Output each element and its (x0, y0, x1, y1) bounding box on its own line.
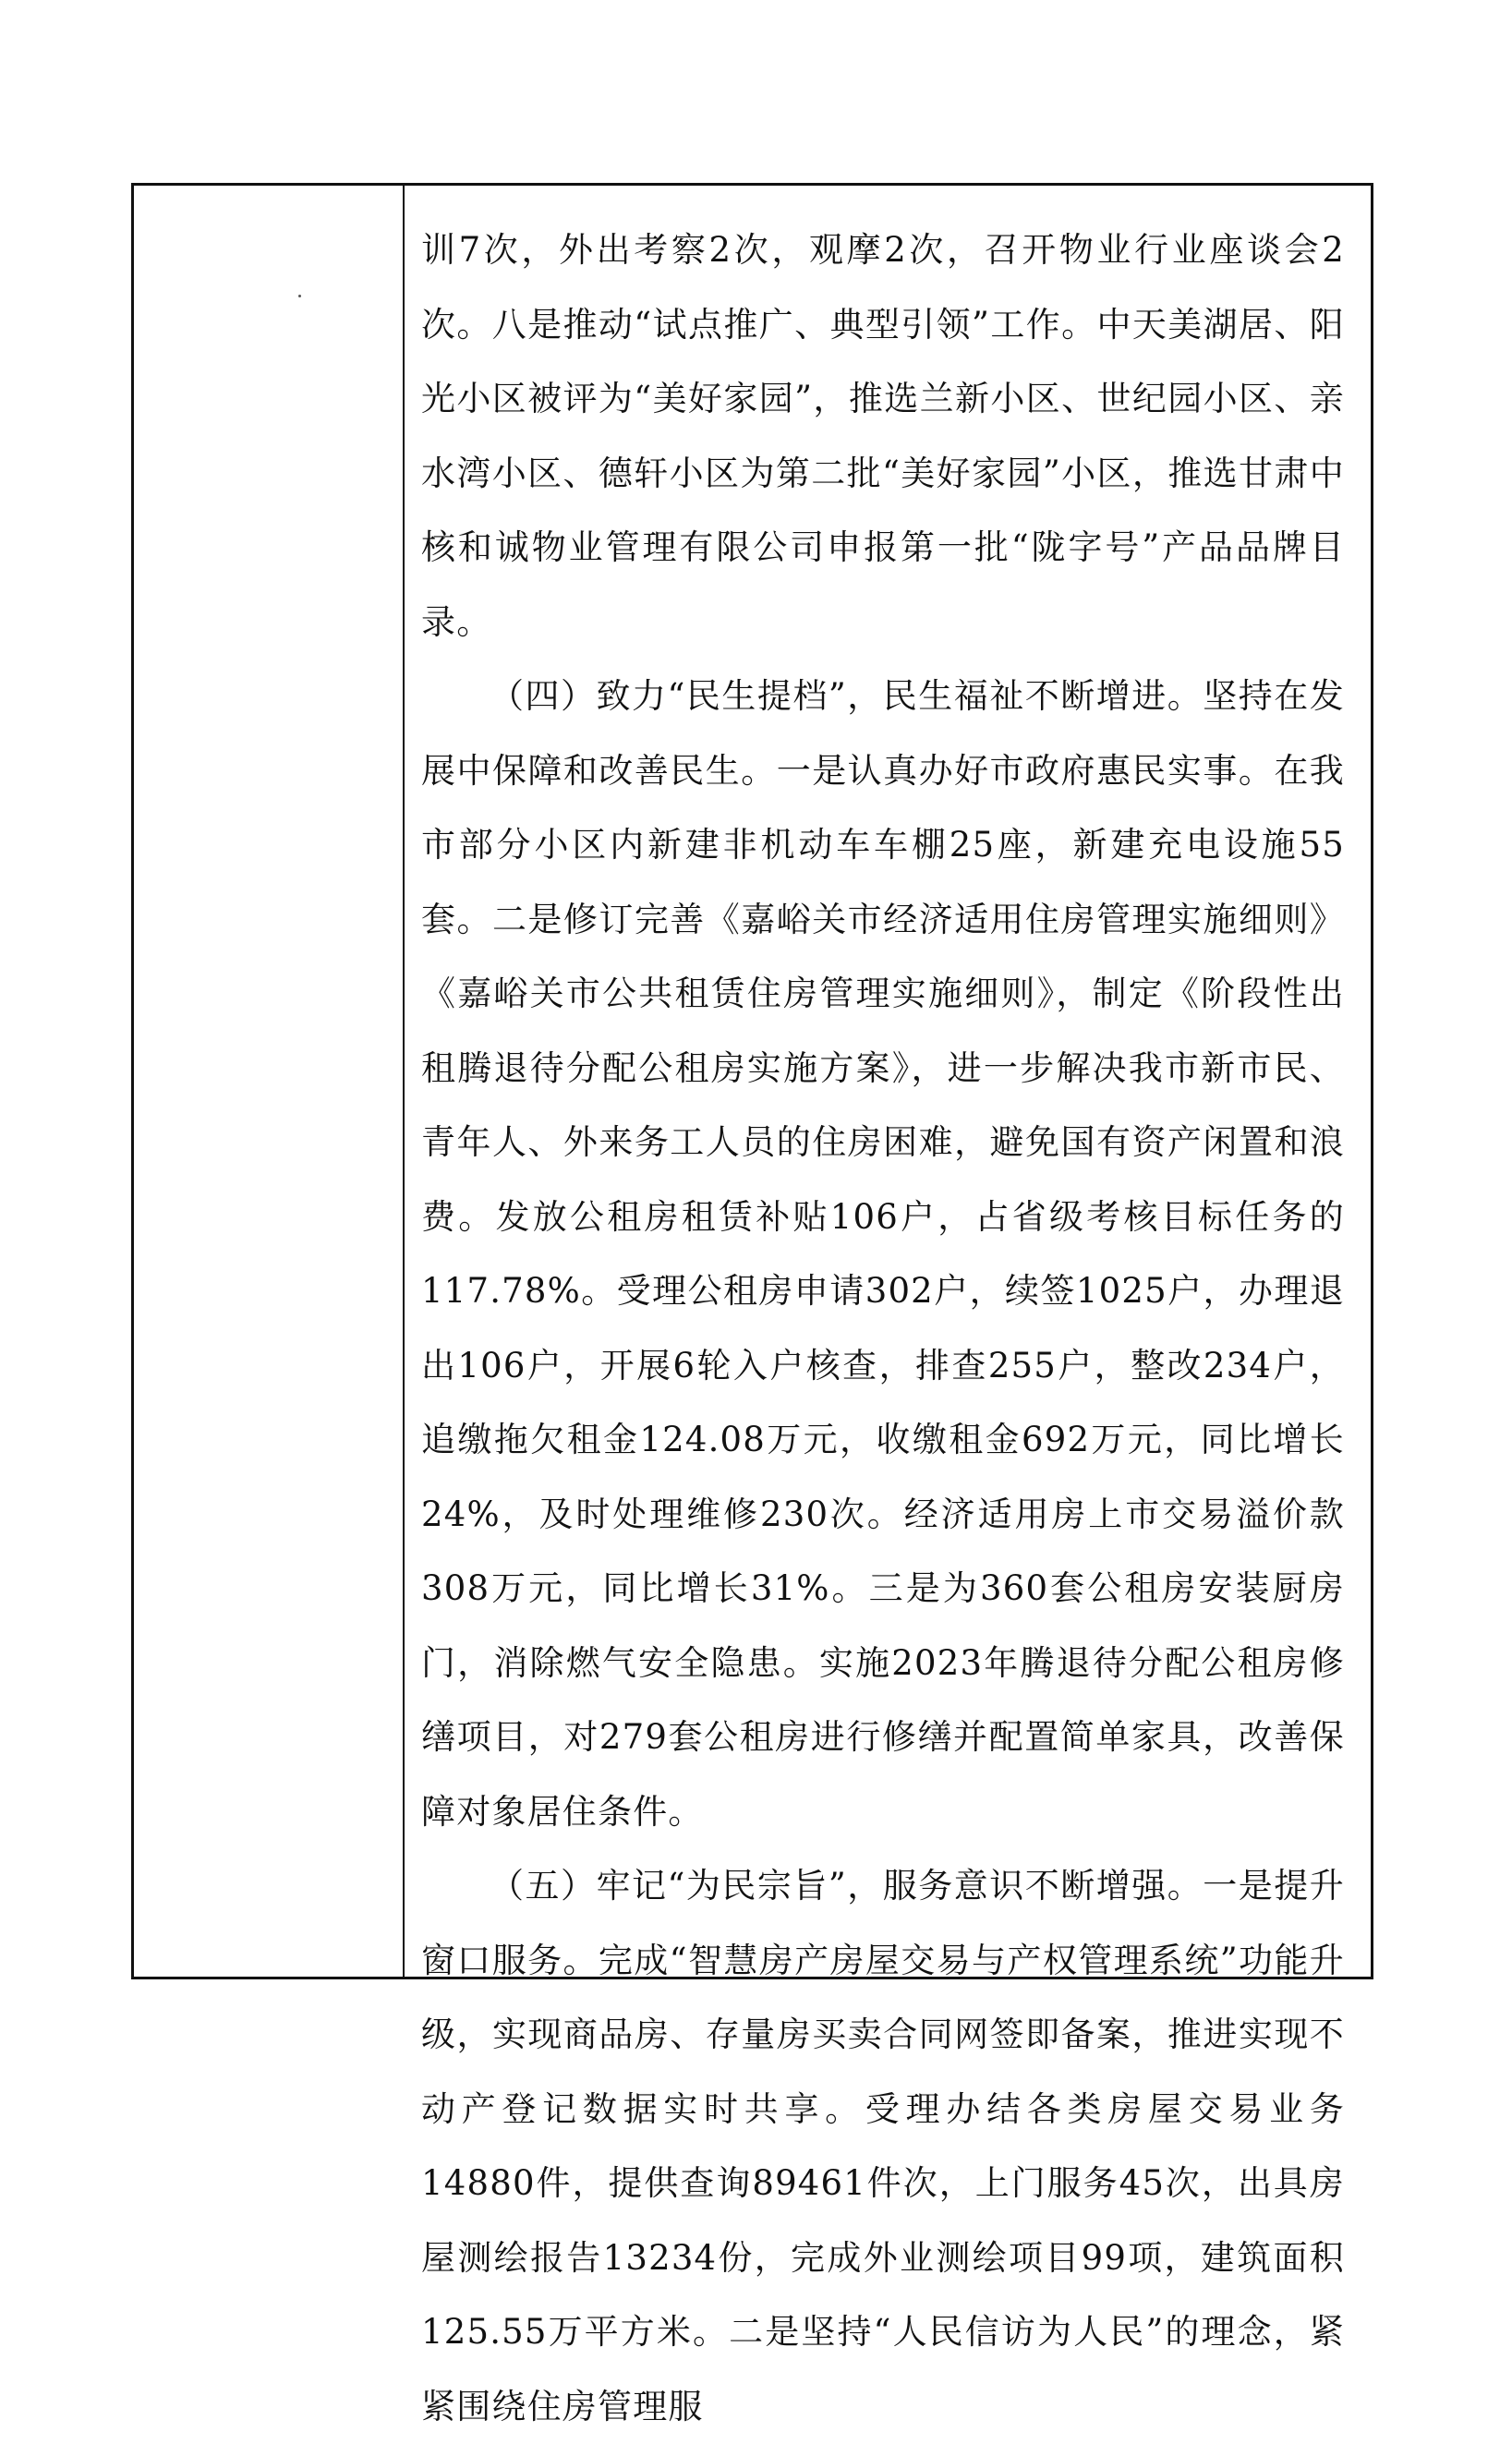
body-text (421, 213, 1345, 2444)
scan-speck (298, 295, 301, 297)
report-table (131, 183, 1373, 2426)
content-cell (405, 186, 1371, 2426)
paragraph-3: （五）牢记“为民宗旨”，服务意识不断增强。一是提升窗口服务。完成“智慧房产房屋交易与产权管理系统”功能升级，实现商品房、存量房买卖合同网签即备案，推进实现不动产登记数据实时共享。受理办结各类房屋交易业务14880件，提供查询89461件次，上门服务45次，出具房屋测绘报告13234份，完成外业测绘项目99项，建筑面积125.55万平方米。二是坚持“人民信访为人民”的理念，紧紧围绕住房管理服 (421, 1866, 1345, 2426)
paragraph-1: 训7次，外出考察2次，观摩2次，召开物业行业座谈会2次。八是推动“试点推广、典型引领”工作。中天美湖居、阳光小区被评为“美好家园”，推选兰新小区、世纪园小区、亲水湾小区、德轩小区为第二批“美好家园”小区，推选甘肃中核和诚物业管理有限公司申报第一批“陇字号”产品品牌目录。 (421, 230, 1345, 642)
left-column-cell (134, 186, 405, 1977)
paragraph-2: （四）致力“民生提档”，民生福祉不断增进。坚持在发展中保障和改善民生。一是认真办好市政府惠民实事。在我市部分小区内新建非机动车车棚25座，新建充电设施55套。二是修订完善《嘉峪关市经济适用住房管理实施细则》《嘉峪关市公共租赁住房管理实施细则》，制定《阶段性出租腾退待分配公租房实施方案》，进一步解决我市新市民、青年人、外来务工人员的住房困难，避免国有资产闲置和浪费。发放公租房租赁补贴106户，占省级考核目标任务的117.78%。受理公租房申请302户，续签1025户，办理退出106户，开展6轮入户核查，排查255户，整改234户，追缴拖欠租金124.08万元，收缴租金692万元，同比增长24%，及时处理维修230次。经济适用房上市交易溢价款308万元，同比增长31%。三是为360套公租房安装厨房门，消除燃气安全隐患。实施2023年腾退待分配公租房修缮项目，对279套公租房进行修缮并配置简单家具，改善保障对象居住条件。 (421, 676, 1345, 1832)
